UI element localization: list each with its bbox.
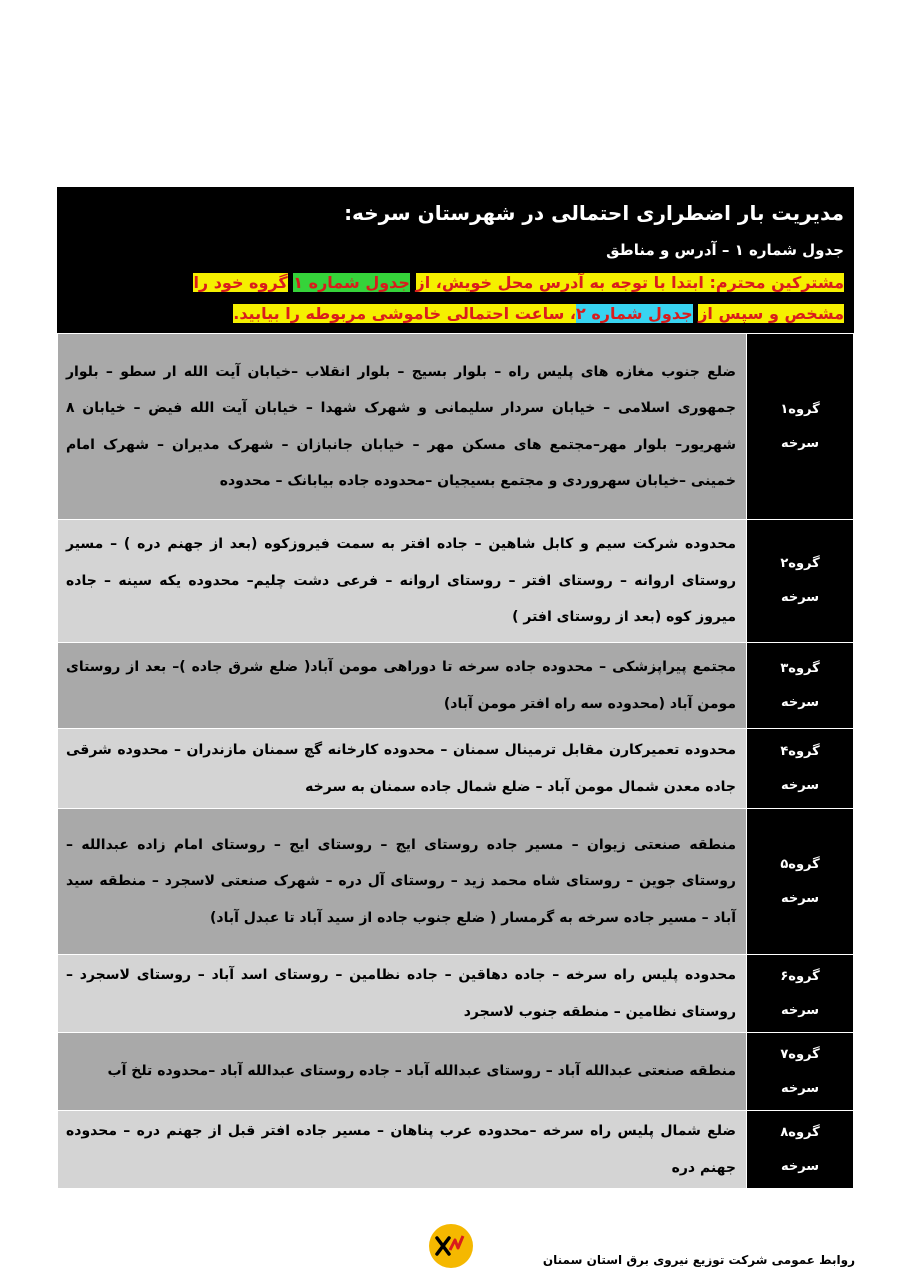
group-areas: ضلع جنوب مغازه های پلیس راه – بلوار بسیج – بلوار انقلاب –خیابان آیت الله ار سطو – بلوار جمهوری اسلامی – خیابان سردار سلیمانی و شهرک شهدا – خیابان آیت الله فیض – خیابان ۸ شهریور– بلوار مهر–مجتمع های مسکن مهر – خیابان جانبازان – شهرک مدیران – شهرک امام خمینی –خیابان سهروردی و مجتمع بسیجیان –محدوده جاده بیابانک – محدوده xyxy=(58,334,747,520)
group-label: گروه۲ xyxy=(780,556,820,571)
notice-line-1 xyxy=(65,267,844,298)
group-city: سرخه xyxy=(780,1158,820,1174)
group-label: گروه۸ xyxy=(780,1124,820,1140)
power-company-logo-icon xyxy=(427,1222,475,1270)
group-city: سرخه xyxy=(780,1002,820,1018)
group-areas: منطقه صنعتی زیوان – مسیر جاده روستای ایج – روستای ایج – روستای امام زاده عبدالله – روستای جوین – روستای شاه محمد زید – روستای آل دره – شهرک صنعتی لاسجرد – منطقه سید آباد – مسیر جاده سرخه به گرمسار ( ضلع جنوب جاده از سید آباد تا عبدل آباد) xyxy=(58,809,747,955)
group-areas: منطقه صنعتی عبدالله آباد – روستای عبدالله آباد – جاده روستای عبدالله آباد –محدوده تلخ آب xyxy=(58,1033,747,1111)
group-cell xyxy=(747,520,854,643)
group-label: گروه۳ xyxy=(780,660,820,676)
table-row xyxy=(58,520,854,643)
notice-part-1: مشترکین محترم: ابتدا با توجه به آدرس محل خویش، از xyxy=(415,273,844,292)
group-city: سرخه xyxy=(780,694,820,710)
group-city: سرخه xyxy=(780,590,820,605)
group-label: گروه۶ xyxy=(780,968,820,984)
group-areas: محدوده تعمیرکارن مقابل ترمینال سمنان – محدوده کارخانه گچ سمنان مازندران – محدوده شرقی جاده معدن شمال مومن آباد – ضلع شمال جاده سمنان به سرخه xyxy=(58,729,747,809)
group-cell xyxy=(747,334,854,520)
table-row xyxy=(58,643,854,729)
table-row xyxy=(58,1033,854,1111)
notice-table2-highlight: جدول شماره ۲ xyxy=(576,304,693,323)
notice-table1-highlight: جدول شماره ۱ xyxy=(293,273,410,292)
group-cell xyxy=(747,809,854,955)
groups-table xyxy=(57,333,854,1189)
header-block xyxy=(57,187,854,333)
footer-credit: روابط عمومی شرکت توزیع نیروی برق استان سمنان xyxy=(542,1253,855,1267)
group-city: سرخه xyxy=(780,435,820,451)
announcement-sheet xyxy=(57,187,854,1189)
group-cell xyxy=(747,643,854,729)
table-subtitle: جدول شماره ۱ – آدرس و مناطق xyxy=(606,241,844,259)
group-cell xyxy=(747,729,854,809)
group-city: سرخه xyxy=(780,777,820,793)
group-areas: محدوده شرکت سیم و کابل شاهین – جاده افتر به سمت فیروزکوه (بعد از جهنم دره ) – مسیر روستای اروانه – روستای افتر – روستای اروانه – فرعی دشت چلیم– محدوده یکه سینه – جاده میروز کوه (بعد از روستای افتر ) xyxy=(58,520,747,643)
notice-part-6: ، ساعت احتمالی خاموشی مربوطه را بیابید. xyxy=(233,304,576,323)
table-row xyxy=(58,1111,854,1189)
group-areas: محدوده پلیس راه سرخه – جاده دهاقین – جاده نظامین – روستای اسد آباد – روستای لاسجرد – روستای نظامین – منطقه جنوب لاسجرد xyxy=(58,955,747,1033)
notice-part-3: گروه خود را xyxy=(193,273,288,292)
table-row xyxy=(58,334,854,520)
table-row xyxy=(58,729,854,809)
group-cell xyxy=(747,1111,854,1189)
notice-line-2 xyxy=(65,298,844,329)
page-title: مدیریت بار اضطراری احتمالی در شهرستان سرخه: xyxy=(344,201,844,225)
group-cell xyxy=(747,1033,854,1111)
notice-text xyxy=(65,267,844,329)
group-label: گروه۴ xyxy=(780,743,820,759)
table-row xyxy=(58,955,854,1033)
group-label: گروه۷ xyxy=(780,1046,820,1062)
group-areas: ضلع شمال پلیس راه سرخه –محدوده عرب پناهان – مسیر جاده افتر قبل از جهنم دره – محدوده جهنم دره xyxy=(58,1111,747,1189)
notice-part-4: مشخص و سپس از xyxy=(698,304,844,323)
group-areas: مجتمع پیراپزشکی – محدوده جاده سرخه تا دوراهی مومن آباد( ضلع شرق جاده )– بعد از روستای مومن آباد (محدوده سه راه افتر مومن آباد) xyxy=(58,643,747,729)
table-row xyxy=(58,809,854,955)
group-label: گروه۵ xyxy=(780,856,820,872)
group-cell xyxy=(747,955,854,1033)
group-city: سرخه xyxy=(780,1080,820,1096)
group-label: گروه۱ xyxy=(780,401,820,417)
group-city: سرخه xyxy=(780,890,820,906)
